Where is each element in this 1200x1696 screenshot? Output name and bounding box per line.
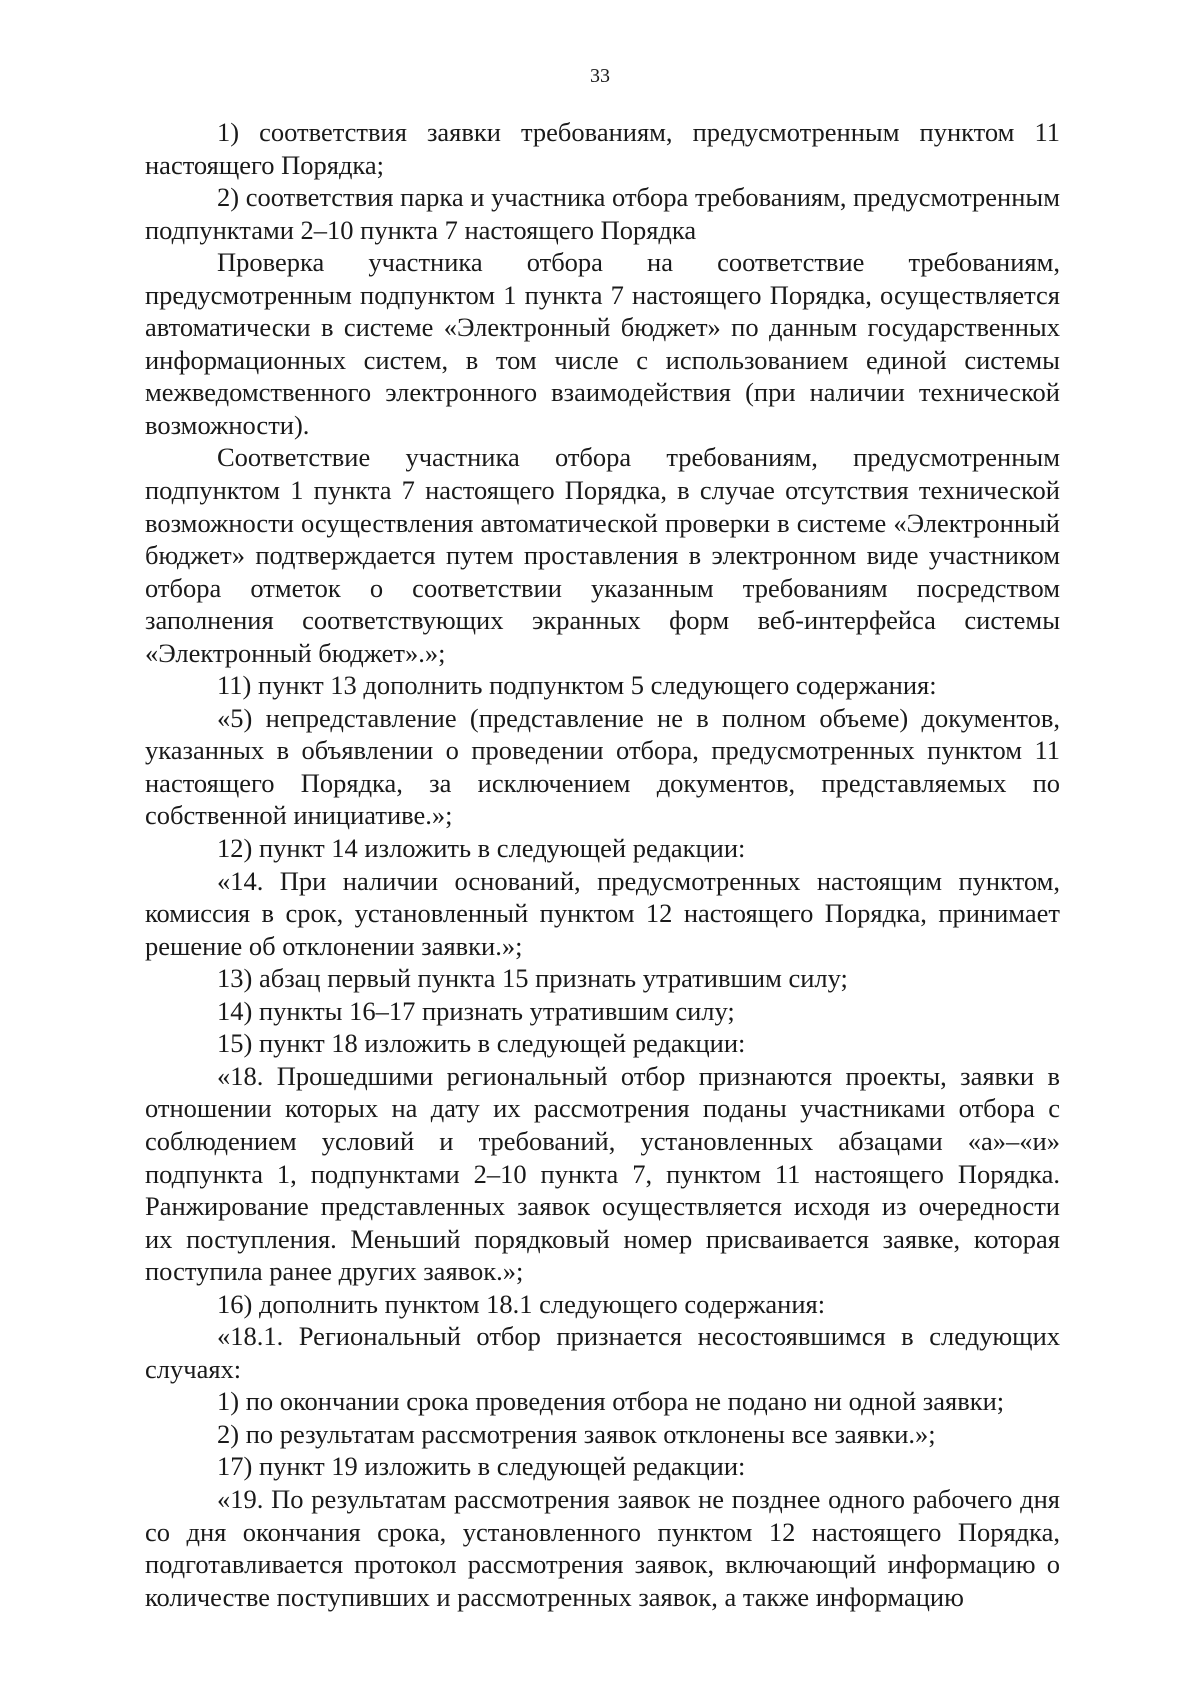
paragraph: «18. Прошедшими региональный отбор признаются проекты, заявки в отношении которых на дату их рассмотрения поданы участниками отбора с соблюдением условий и требований, установленных абзацами «а»–«и» подпункта 1, подпунктами 2–10 пункта 7, пунктом 11 настоящего Порядка. Ранжирование представленных заявок осуществляется исходя из очередности их поступления. Меньший порядковый номер присваивается заявке, которая поступила ранее других заявок.»;	[145, 1060, 1060, 1287]
paragraph: 1) соответствия заявки требованиям, предусмотренным пунктом 11 настоящего Порядка;	[145, 117, 1060, 180]
paragraph: 2) соответствия парка и участника отбора требованиям, предусмотренным подпунктами 2–10 пункта 7 настоящего Порядка	[145, 182, 1060, 245]
paragraph: 2) по результатам рассмотрения заявок отклонены все заявки.»;	[217, 1418, 936, 1449]
paragraph: 11) пункт 13 дополнить подпунктом 5 следующего содержания:	[217, 670, 937, 701]
paragraph: «18.1. Региональный отбор признается несостоявшимся в следующих случаях:	[145, 1321, 1060, 1384]
paragraph: 17) пункт 19 изложить в следующей редакции:	[217, 1451, 746, 1482]
document-body	[145, 116, 1060, 1613]
paragraph: 1) по окончании срока проведения отбора не подано ни одной заявки;	[217, 1386, 1005, 1417]
paragraph: 14) пункты 16–17 признать утратившим силу;	[217, 995, 735, 1026]
paragraph: «14. При наличии оснований, предусмотренных настоящим пунктом, комиссия в срок, установленный пунктом 12 настоящего Порядка, принимает решение об отклонении заявки.»;	[145, 865, 1060, 961]
paragraph: 15) пункт 18 изложить в следующей редакции:	[217, 1028, 746, 1059]
paragraph: Соответствие участника отбора требованиям, предусмотренным подпунктом 1 пункта 7 настоящего Порядка, в случае отсутствия технической возможности осуществления автоматической проверки в системе «Электронный бюджет» подтверждается путем проставления в электронном виде участником отбора отметок о соответствии указанным требованиям посредством заполнения соответствующих экранных форм веб-интерфейса системы «Электронный бюджет».»;	[145, 442, 1060, 668]
page-number: 33	[590, 65, 610, 87]
paragraph: «5) непредставление (представление не в полном объеме) документов, указанных в объявлении о проведении отбора, предусмотренных пунктом 11 настоящего Порядка, за исключением документов, представляемых по собственной инициативе.»;	[145, 702, 1060, 831]
paragraph: 12) пункт 14 изложить в следующей редакции:	[217, 833, 746, 864]
paragraph: Проверка участника отбора на соответствие требованиям, предусмотренным подпунктом 1 пункта 7 настоящего Порядка, осуществляется автоматически в системе «Электронный бюджет» по данным государственных информационных систем, в том числе с использованием единой системы межведомственного электронного взаимодействия (при наличии технической возможности).	[145, 247, 1060, 440]
paragraph: 13) абзац первый пункта 15 признать утратившим силу;	[217, 963, 848, 994]
paragraph: 16) дополнить пунктом 18.1 следующего содержания:	[217, 1288, 826, 1319]
paragraph: «19. По результатам рассмотрения заявок не позднее одного рабочего дня со дня окончания срока, установленного пунктом 12 настоящего Порядка, подготавливается протокол рассмотрения заявок, включающий информацию о количестве поступивших и рассмотренных заявок, а также информацию	[145, 1483, 1060, 1612]
